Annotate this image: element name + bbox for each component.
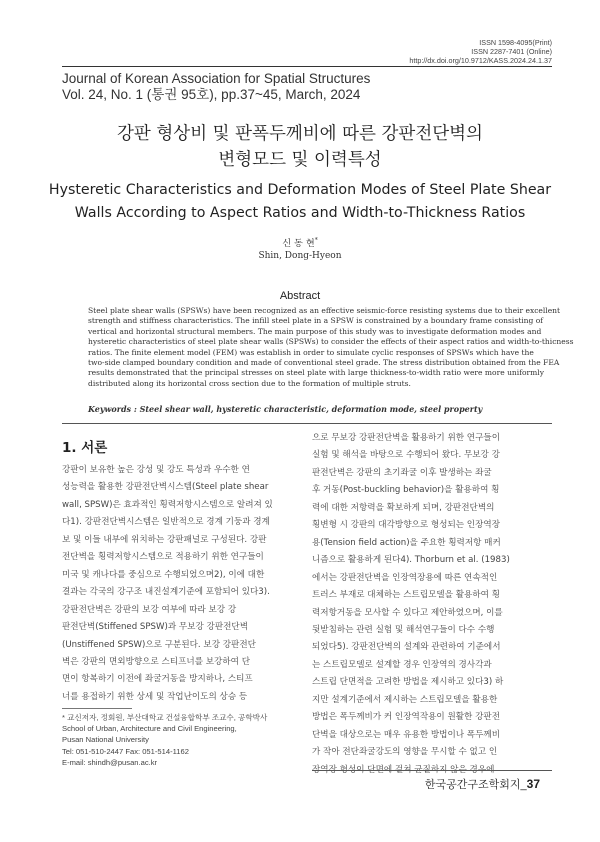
footnote-line: Pusan National University: [62, 735, 149, 745]
body-text-line: 장역장 형성이 단면에 걸쳐 균질하지 않은 경우에: [312, 764, 495, 775]
body-text-line: 에서는 강판전단벽을 인장역장용에 따른 연속적인: [312, 572, 498, 583]
abstract-divider: [62, 423, 552, 424]
abstract-line: strength and stiffness characteristics. The infill steel plate in a SPSW is constrained by a boundary frame consisting of: [88, 316, 544, 326]
footnote-line: Tel: 051-510-2447 Fax: 051-514-1162: [62, 746, 189, 756]
abstract-line: results demonstrated that the principal stresses on steel plate with large thickness-to-width ratio were more uniformly: [88, 368, 544, 378]
body-text-line: 가 작아 전단좌굴강도의 영향을 무시할 수 없고 인: [312, 747, 498, 758]
body-text-line: 다1). 강판전단벽시스템은 일반적으로 경계 기둥과 경계: [62, 517, 270, 528]
body-text-line: 단벽을 대상으로는 매우 유용한 방법이나 폭두께비: [312, 729, 500, 740]
body-text-line: 벽은 강판의 면외방향으로 스티프너를 보강하여 단: [62, 656, 250, 667]
body-text-line: 횡변형 시 강판의 대각방향으로 형성되는 인장역장: [312, 520, 500, 531]
body-text-line: 되었다5). 강판전단벽의 설계와 관련하여 기준에서: [312, 642, 501, 653]
body-text-line: 실험 및 해석을 바탕으로 수행되어 왔다. 무보강 강: [312, 450, 500, 461]
section-heading: 1. 서론: [62, 440, 108, 456]
author-korean: [0, 235, 600, 249]
footnote-line: School of Urban, Architecture and Civil Engineering,: [62, 724, 237, 734]
abstract-line: ratios. The finite element model (FEM) was establish in order to simulate cyclic responses of SPSWs which have the: [88, 347, 534, 357]
body-text-line: 판전단벽은 강판의 초기좌굴 이후 발생하는 좌굴: [312, 467, 492, 478]
corresponding-mark: *: [314, 236, 318, 244]
body-text-line: wall, SPSW)은 효과적인 횡력저항시스템으로 알려져 있: [62, 499, 273, 510]
body-text-line: 스트립 단면적을 고려한 방법을 제시하고 있다3) 하: [312, 677, 504, 688]
body-text-line: 력에 대한 저항력을 확보하게 되며, 강판전단벽의: [312, 502, 495, 513]
header-rule: [62, 66, 552, 67]
footnote-rule: [62, 708, 132, 709]
body-text-line: 판전단벽(Stiffened SPSW)과 무보강 강판전단벽: [62, 622, 249, 633]
abstract-line: Steel plate shear walls (SPSWs) have been recognized as an effective seismic-force resisting systems due to their excellent: [88, 306, 561, 315]
korean-title-line: 변형모드 및 이력특성: [218, 150, 382, 170]
abstract-line: two-side clamped boundary condition and made of conventional steel grade. The stress distribution obtained from the FEA: [88, 358, 560, 368]
body-text-line: 결과는 각국의 강구조 내진설계기준에 포함되어 있다3).: [62, 587, 270, 598]
english-title-line: Hysteretic Characteristics and Deformation Modes of Steel Plate Shear: [48, 182, 552, 198]
left-column-text: [62, 462, 290, 706]
english-title-line: Walls According to Aspect Ratios and Width-to-Thickness Ratios: [74, 205, 526, 221]
footnote-line: * 교신저자, 정회원, 부산대학교 건설융합학부 조교수, 공학박사: [62, 713, 268, 722]
body-text-line: 뒷받침하는 관련 실험 및 해석연구들이 다수 수행: [312, 624, 495, 635]
abstract-line: distributed along its horizontal cross section due to the formation of multiple struts.: [88, 378, 411, 388]
author-korean-name: 신 동 현: [282, 238, 315, 249]
footnote-line: E-mail: shindh@pusan.ac.kr: [62, 757, 158, 767]
korean-title: [0, 121, 600, 173]
author-english: Shin, Dong-Hyeon: [258, 251, 342, 261]
abstract-body: [88, 306, 574, 389]
body-text-line: 으로 무보강 강판전단벽을 활용하기 위한 연구들이: [312, 433, 500, 443]
footer-journal: 한국공간구조학회지_: [424, 779, 527, 791]
journal-title: Journal of Korean Association for Spatial Structures: [62, 71, 371, 86]
body-text-line: 전단벽을 횡력저항시스템으로 적용하기 위한 연구들이: [62, 552, 264, 563]
korean-title-line: 강판 형상비 및 판폭두께비에 따른 강판전단벽의: [117, 124, 483, 144]
page-footer: [425, 776, 540, 792]
body-text-line: 면이 항복하기 이전에 좌굴거동을 방지하나, 스티프: [62, 674, 253, 685]
body-text-line: 니즘으로 활용하게 된다4). Thorburn et al. (1983): [312, 555, 510, 566]
right-column-text: [312, 430, 540, 779]
body-text-line: 후 거동(Post-buckling behavior)을 활용하여 횡: [312, 485, 500, 496]
issn-print: ISSN 1598-4095(Print): [479, 38, 552, 47]
footnote: [62, 712, 267, 768]
body-text-line: (Unstiffened SPSW)으로 구분된다. 보강 강판전단: [62, 639, 256, 650]
issn-online: ISSN 2287-7401 (Online): [471, 47, 552, 57]
footer-rule: [312, 770, 552, 771]
body-text-line: 용(Tension field action)을 주요한 횡력저항 매커: [312, 537, 501, 548]
body-text-line: 지만 설계기준에서 제시하는 스트립모델을 활용한: [312, 694, 498, 705]
body-text-line: 트러스 부재로 대체하는 스트립모델을 활용하여 횡: [312, 590, 500, 601]
body-text-line: 보 및 이들 내부에 위치하는 강판패널로 구성된다. 강판: [62, 534, 267, 545]
body-text-line: 강판이 보유한 높은 강성 및 강도 특성과 우수한 연: [62, 465, 250, 475]
abstract-line: hysteretic characteristics of steel plate shear walls (SPSWs) to consider the effects of their aspect ratios and width-to-thicness: [88, 337, 574, 347]
page-number: 37: [526, 777, 540, 791]
body-text-line: 성능력을 활용한 강판전단벽시스템(Steel plate shear: [62, 482, 269, 493]
body-text-line: 너를 용접하기 위한 상세 및 작업난이도의 상승 등: [62, 691, 248, 702]
body-text-line: 미국 및 캐나다를 중심으로 수행되었으며2), 이에 대한: [62, 569, 265, 580]
body-text-line: 력저항거동을 모사할 수 있다고 제안하였으며, 이를: [312, 607, 503, 618]
doi-link[interactable]: http://dx.doi.org/10.9712/KASS.2024.24.1.37: [409, 56, 552, 66]
english-title: [40, 179, 560, 225]
abstract-heading: Abstract: [279, 290, 321, 302]
body-text-line: 는 스트립모델로 설계할 경우 인장역의 경사각과: [312, 659, 492, 670]
abstract-line: vertical and horizontal structural members. The main purpose of this study was to investigate deformation modes and: [88, 326, 542, 336]
body-text-line: 방법은 폭두께비가 커 인장역작용이 원활한 강판전: [312, 712, 500, 723]
issn-block: [409, 38, 552, 66]
volume-line: Vol. 24, No. 1 (통권 95호), pp.37~45, March, 2024: [62, 87, 361, 102]
keywords: Keywords : Steel shear wall, hysteretic characteristic, deformation mode, steel property: [88, 404, 483, 414]
body-text-line: 강판전단벽은 강판의 보강 여부에 따라 보강 강: [62, 604, 237, 615]
